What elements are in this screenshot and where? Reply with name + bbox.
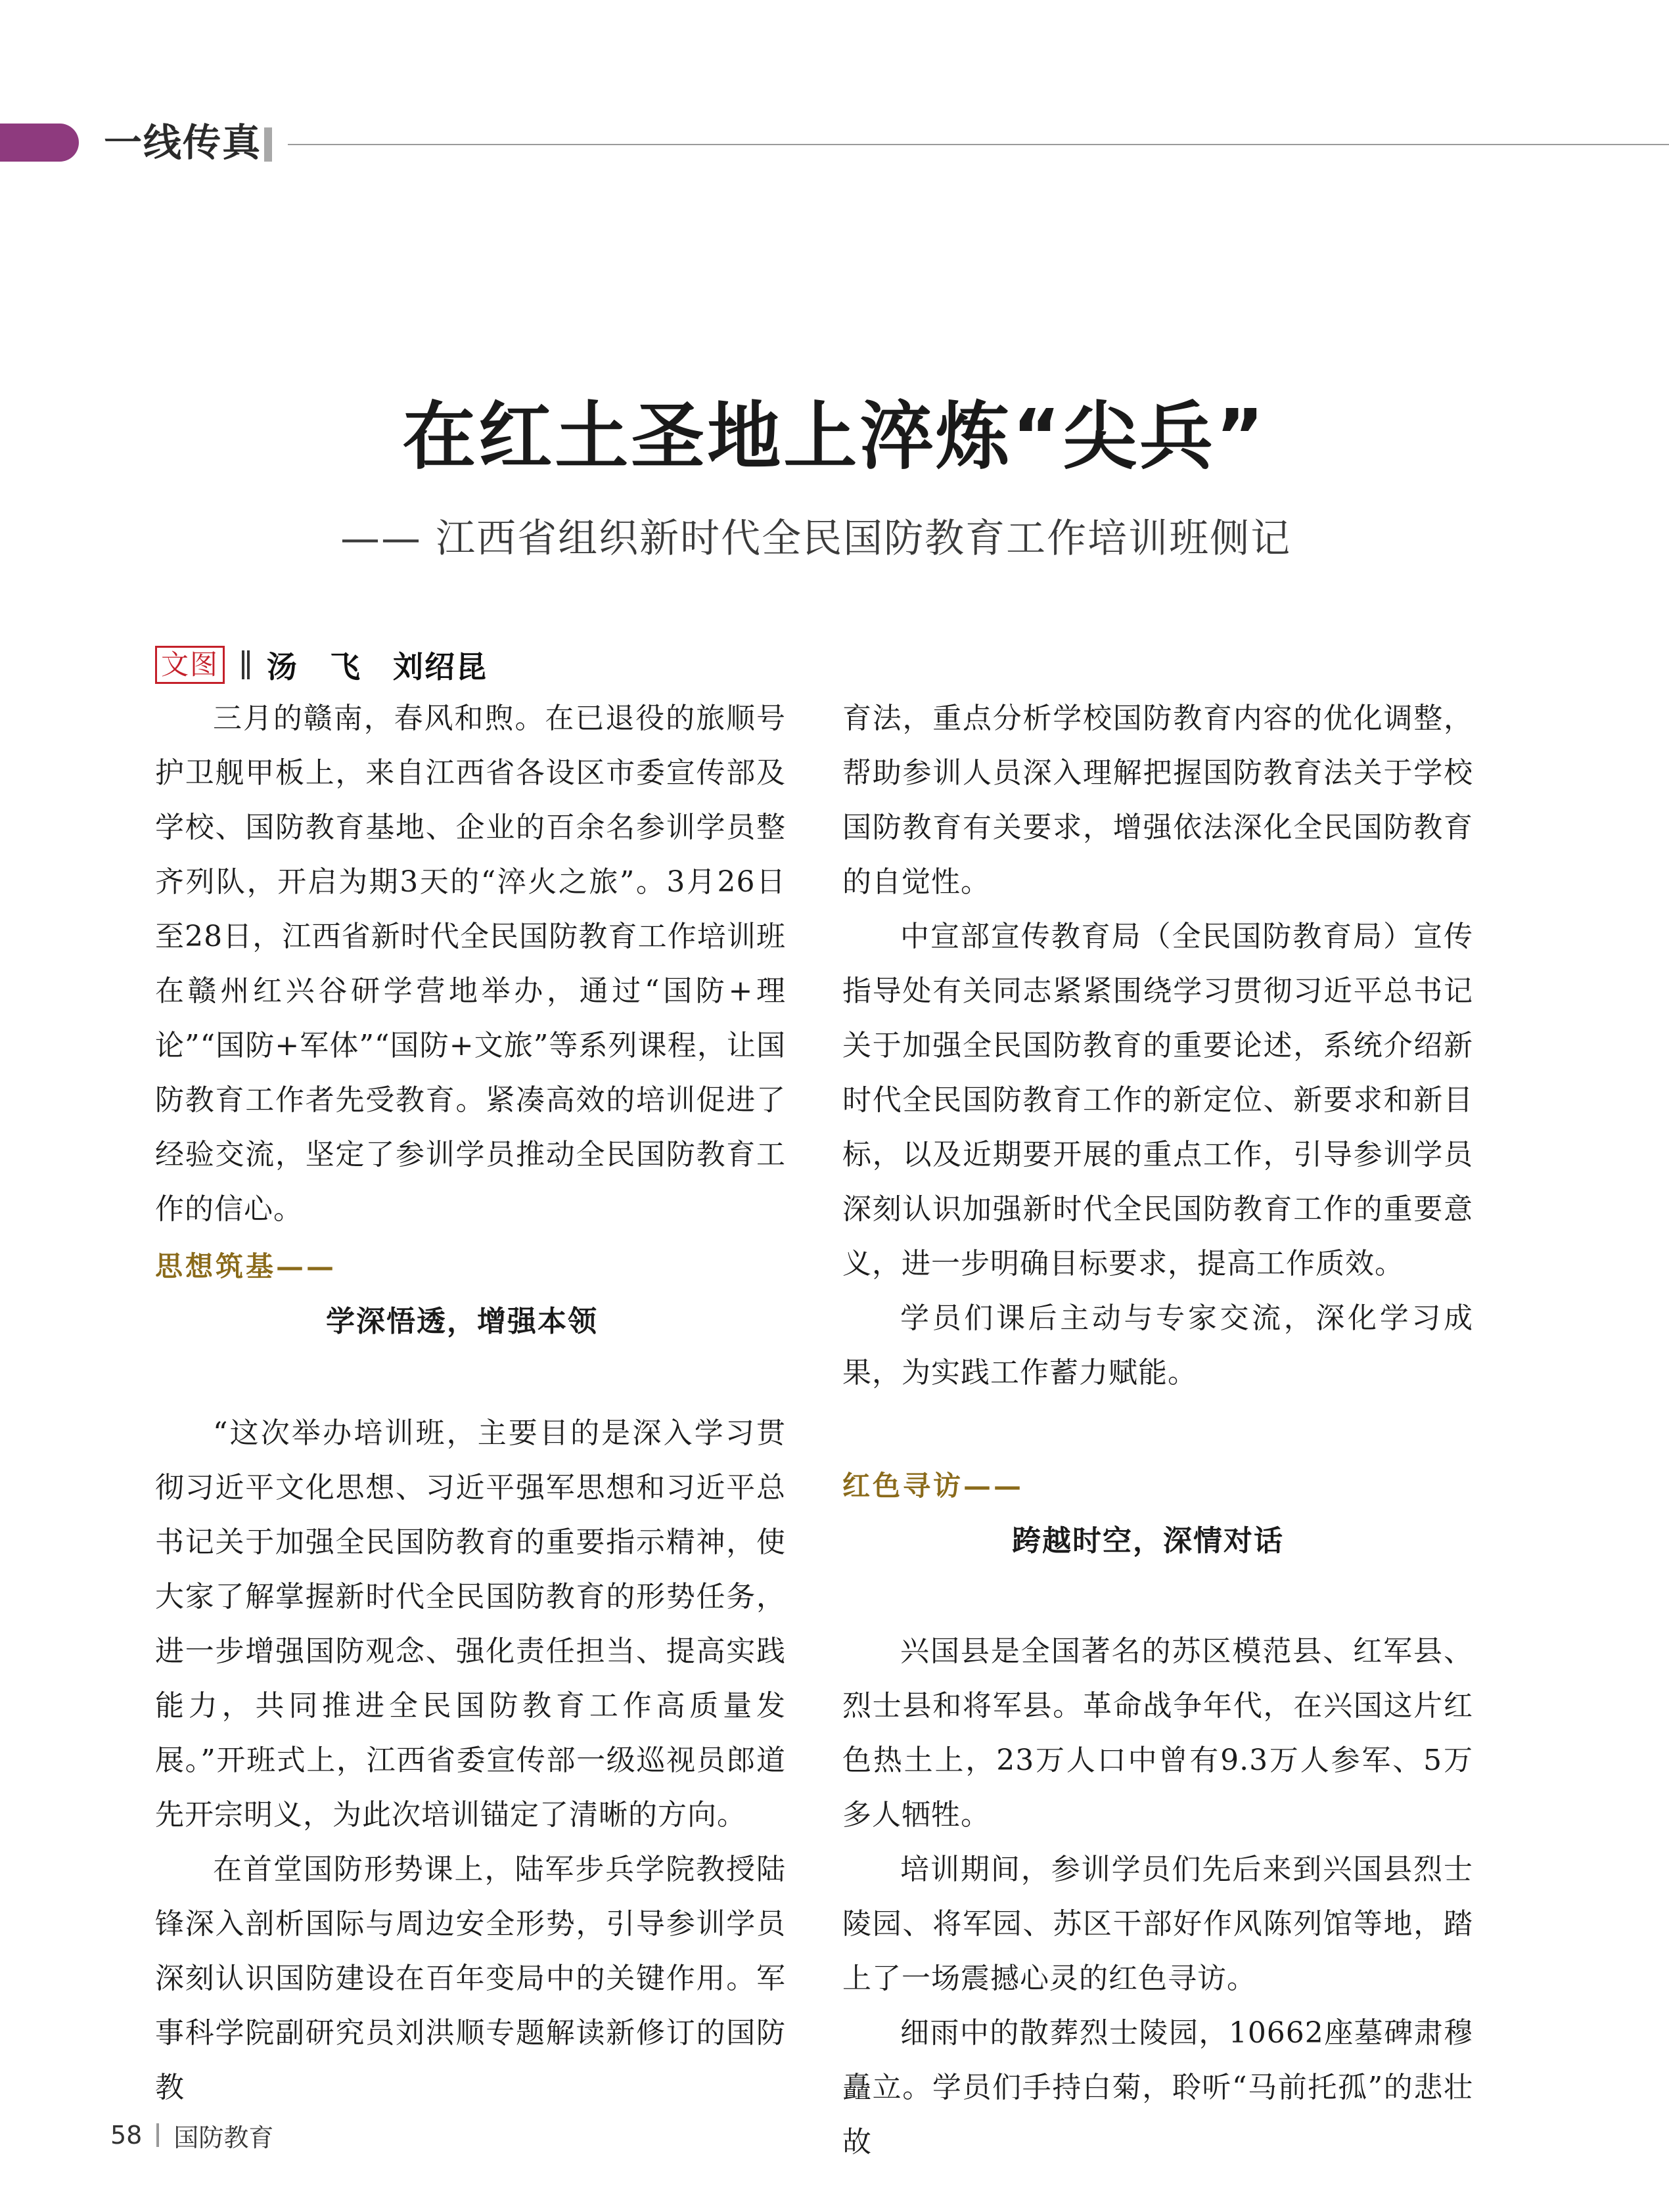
header-rule: [288, 144, 1669, 145]
publication-name: 国防教育: [173, 2123, 274, 2152]
right-column-body: [842, 1624, 1473, 2169]
footer-separator: [156, 2123, 159, 2147]
left-column-body: [155, 1406, 786, 2115]
section-tab-marker: [0, 124, 79, 162]
paragraph: 中宣部宣传教育局（全民国防教育局）宣传指导处有关同志紧紧围绕学习贯彻习近平总书记关于加强全民国防教育的重要论述，系统介绍新时代全民国防教育工作的新定位、新要求和新目标，以及近期要开展的重点工作，引导参训学员深刻认识加强新时代全民国防教育工作的重要意义，进一步明确目标要求，提高工作质效。: [842, 920, 1473, 1280]
section1-title: 学深悟透，增强本领: [326, 1305, 598, 1338]
section2-title: 跨越时空，深情对话: [1012, 1524, 1284, 1558]
paragraph: 育法，重点分析学校国防教育内容的优化调整，帮助参训人员深入理解把握国防教育法关于学校国防教育有关要求，增强依法深化全民国防教育的自觉性。: [842, 702, 1473, 899]
paragraph: 细雨中的散葬烈士陵园，10662座墓碑肃穆矗立。学员们手持白菊，聆听“马前托孤”的悲壮故: [842, 2016, 1473, 2159]
article-subtitle: —— 江西省组织新时代全民国防教育工作培训班侧记: [340, 516, 1292, 562]
paragraph: “这次举办培训班，主要目的是深入学习贯彻习近平文化思想、习近平强军思想和习近平总书记关于加强全民国防教育的重要指示精神，使大家了解掌握新时代全民国防教育的形势任务，进一步增强国防观念、强化责任担当、提高实践能力，共同推进全民国防教育工作高质量发展。”开班式上，江西省委宣传部一级巡视员郎道先开宗明义，为此次培训锚定了清晰的方向。: [155, 1416, 786, 1832]
section1-kicker-wrap: [155, 1247, 336, 1286]
byline: [155, 644, 488, 686]
article-title: 在红土圣地上淬炼“尖兵”: [402, 394, 1267, 480]
paragraph: 培训期间，参训学员们先后来到兴国县烈士陵园、将军园、苏区干部好作风陈列馆等地，踏上了一场震撼心灵的红色寻访。: [842, 1853, 1473, 1995]
page-footer: [110, 2115, 273, 2155]
byline-tag: 文图: [155, 646, 225, 684]
intro-paragraph: 三月的赣南，春风和煦。在已退役的旅顺号护卫舰甲板上，来自江西省各设区市委宣传部及学校、国防教育基地、企业的百余名参训学员整齐列队，开启为期3天的“淬火之旅”。3月26日至28日，江西省新时代全民国防教育工作培训班在赣州红兴谷研学营地举办，通过“国防+理论”“国防+军体”“国防+文旅”等系列课程，让国防教育工作者先受教育。紧凑高效的培训促进了经验交流，坚定了参训学员推动全民国防教育工作的信心。: [155, 702, 786, 1226]
paragraph: 兴国县是全国著名的苏区模范县、红军县、烈士县和将军县。革命战争年代，在兴国这片红色热土上，23万人口中曾有9.3万人参军、5万多人牺牲。: [842, 1635, 1473, 1832]
right-column: [842, 691, 1473, 1400]
section-label: 一线传真: [104, 120, 262, 165]
byline-separator: [242, 650, 250, 679]
byline-authors: 汤 飞 刘绍昆: [267, 649, 488, 685]
left-column: [155, 691, 786, 1236]
section2-kicker-wrap: [842, 1466, 1024, 1506]
section1-kicker: 思想筑基——: [155, 1250, 337, 1282]
section2-kicker: 红色寻访——: [842, 1470, 1024, 1502]
paragraph: 在首堂国防形势课上，陆军步兵学院教授陆锋深入剖析国际与周边安全形势，引导参训学员深刻认识国防建设在百年变局中的关键作用。军事科学院副研究员刘洪顺专题解读新修订的国防教: [155, 1853, 786, 2104]
paragraph: 学员们课后主动与专家交流，深化学习成果，为实践工作蓄力赋能。: [842, 1301, 1473, 1389]
page-number: 58: [110, 2121, 143, 2150]
section-divider-bar: [264, 127, 272, 162]
